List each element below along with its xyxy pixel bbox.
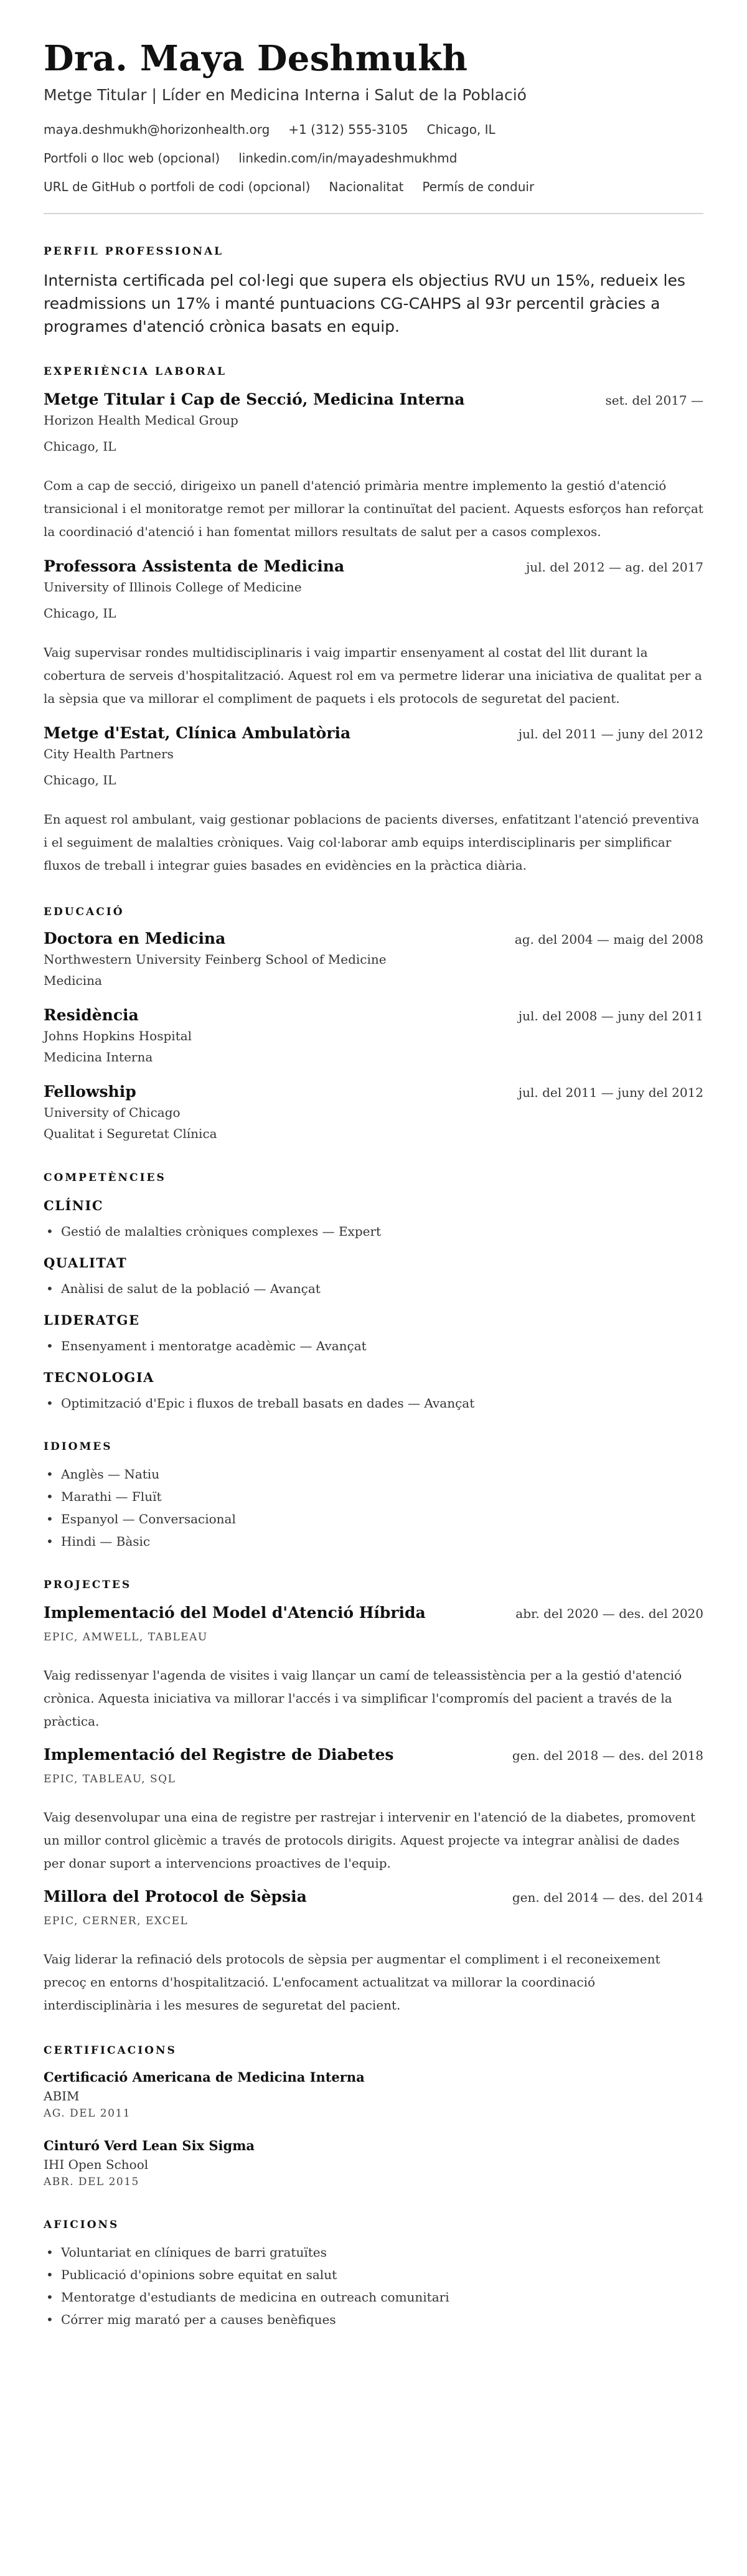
education-degree: Doctora en Medicina: [44, 929, 226, 947]
education-dates: jul. del 2011 — juny del 2012: [518, 1085, 703, 1100]
contact-row-extra: [44, 178, 703, 195]
education-field: Qualitat i Seguretat Clínica: [44, 1126, 217, 1141]
certification-name: Cinturó Verd Lean Six Sigma: [44, 2138, 255, 2153]
certification-issuer: IHI Open School: [44, 2157, 149, 2172]
education-dates: jul. del 2008 — juny del 2011: [518, 1008, 703, 1023]
section-title-profile: PERFIL PROFESSIONAL: [44, 245, 224, 258]
experience-org: University of Illinois College of Medicine: [44, 580, 302, 595]
section-title-experience: EXPERIÈNCIA LABORAL: [44, 365, 227, 378]
section-title-skills: COMPETÈNCIES: [44, 1172, 166, 1184]
experience-description: En aquest rol ambulant, vaig gestionar poblacions de pacients diverses, enfatitzant l'atenció preventiva i el seguiment de malalties cròniques. Vaig col·laborar amb equips interdisciplinaris per simplificar fluxos de treball i integrar guies basades en evidències en la pràctica diària.: [44, 812, 700, 873]
languages-section: [44, 1439, 703, 1553]
contact-linkedin[interactable]: linkedin.com/in/mayadeshmukhmd: [238, 151, 458, 166]
education-entry: [44, 928, 703, 990]
section-title-languages: IDIOMES: [44, 1441, 113, 1453]
project-name: Implementació del Registre de Diabetes: [44, 1746, 394, 1764]
project-description: Vaig desenvolupar una eina de registre per rastrejar i intervenir en l'atenció de la diabetes, promovent un millor control glicèmic a través de protocols dirigits. Aquest projecte va integrar anàlisi de dades per donar suport a intervencions proactives de l'equip.: [44, 1810, 696, 1871]
project-dates: gen. del 2014 — des. del 2014: [512, 1890, 703, 1905]
project-tools: EPIC, AMWELL, TABLEAU: [44, 1631, 208, 1643]
project-tools: EPIC, CERNER, EXCEL: [44, 1915, 189, 1927]
certification-entry: [44, 2136, 703, 2190]
experience-entry: [44, 723, 703, 877]
experience-role: Metge Titular i Cap de Secció, Medicina Interna: [44, 390, 465, 408]
experience-org: Horizon Health Medical Group: [44, 413, 238, 428]
experience-org: City Health Partners: [44, 746, 174, 761]
skill-group: [44, 1196, 703, 1243]
project-description: Vaig redissenyar l'agenda de visites i vaig llançar un camí de teleassistència per a la gestió d'atenció crònica. Aquesta iniciativa va millorar l'accés i va simplificar l'compromís del pacient a través de la pràctica.: [44, 1668, 682, 1729]
project-tools: EPIC, TABLEAU, SQL: [44, 1773, 176, 1785]
language-item: • Marathi — Fluït: [44, 1485, 703, 1508]
candidate-name: Dra. Maya Deshmukh: [44, 38, 468, 79]
skill-item: • Anàlisi de salut de la població — Avançat: [44, 1277, 703, 1300]
language-item: • Hindi — Bàsic: [44, 1530, 703, 1553]
education-entry: [44, 1005, 703, 1066]
certification-date: AG. DEL 2011: [44, 2107, 131, 2120]
education-field: Medicina Interna: [44, 1050, 153, 1065]
skill-category: QUALITAT: [44, 1255, 128, 1271]
section-title-hobbies: AFICIONS: [44, 2219, 120, 2231]
contact-nationality: Nacionalitat: [329, 179, 404, 194]
contact-row-links: [44, 149, 703, 167]
project-dates: gen. del 2018 — des. del 2018: [512, 1748, 703, 1763]
project-description: Vaig liderar la refinació dels protocols de sèpsia per augmentar el compliment i el reconeixement precoç en entorns d'hospitalització. L'enfocament actualitzat va millorar la coordinació interdisciplinària i les mesures de seguretat del pacient.: [44, 1952, 660, 2013]
experience-role: Metge d'Estat, Clínica Ambulatòria: [44, 724, 351, 742]
project-dates: abr. del 2020 — des. del 2020: [515, 1606, 703, 1621]
experience-location: Chicago, IL: [44, 773, 116, 787]
experience-description: Vaig supervisar rondes multidisciplinaris i vaig impartir ensenyament al costat del llit durant la cobertura de serveis d'hospitalització. Aquest rol em va permetre liderar una iniciativa de qualitat per a la sèpsia que va millorar el compliment de paquets i els protocols de seguretat del pacient.: [44, 645, 702, 706]
education-school: Johns Hopkins Hospital: [44, 1028, 192, 1043]
certification-date: ABR. DEL 2015: [44, 2176, 139, 2188]
education-degree: Residència: [44, 1006, 139, 1024]
candidate-tagline: Metge Titular | Líder en Medicina Interna i Salut de la Població: [44, 86, 527, 104]
contact-location: Chicago, IL: [426, 122, 496, 137]
contact-license: Permís de conduir: [422, 179, 535, 194]
hobbies-section: [44, 2217, 703, 2331]
profile-summary: Internista certificada pel col·legi que supera els objectius RVU un 15%, redueix les readmissions un 17% i manté puntuacions CG-CAHPS al 93r percentil gràcies a programes d'atenció crònica basats en equip.: [44, 271, 685, 336]
experience-dates: jul. del 2012 — ag. del 2017: [526, 560, 703, 575]
language-item: • Espanyol — Conversacional: [44, 1508, 703, 1530]
projects-section: [44, 1577, 703, 2017]
profile-section: [44, 244, 703, 338]
experience-location: Chicago, IL: [44, 439, 116, 454]
education-school: University of Chicago: [44, 1105, 181, 1120]
section-title-education: EDUCACIÓ: [44, 906, 125, 918]
certification-entry: [44, 2068, 703, 2122]
language-item: • Anglès — Natiu: [44, 1463, 703, 1485]
skill-group: [44, 1254, 703, 1300]
project-name: Millora del Protocol de Sèpsia: [44, 1887, 307, 1906]
contact-row-primary: [44, 121, 703, 138]
experience-section: [44, 364, 703, 877]
contact-phone[interactable]: +1 (312) 555-3105: [288, 122, 408, 137]
experience-description: Com a cap de secció, dirigeixo un panell d'atenció primària mentre implemento la gestió d'atenció transicional i el monitoratge remot per millorar la continuïtat del pacient. Aquests esforços han reforçat la coordinació d'atenció i han fomentat millors resultats de salut per a casos complexos.: [44, 478, 703, 539]
experience-entry: [44, 389, 703, 543]
skill-item: • Gestió de malalties cròniques complexes — Expert: [44, 1220, 703, 1243]
project-name: Implementació del Model d'Atenció Híbrida: [44, 1604, 426, 1622]
education-section: [44, 905, 703, 1143]
skill-group: [44, 1311, 703, 1357]
experience-location: Chicago, IL: [44, 606, 116, 621]
project-entry: [44, 1602, 703, 1733]
hobby-item: • Publicació d'opinions sobre equitat en salut: [44, 2263, 703, 2286]
education-degree: Fellowship: [44, 1083, 136, 1101]
education-dates: ag. del 2004 — maig del 2008: [514, 932, 703, 947]
skill-item: • Ensenyament i mentoratge acadèmic — Avançat: [44, 1335, 703, 1357]
certification-name: Certificació Americana de Medicina Interna: [44, 2069, 365, 2085]
hobby-item: • Mentoratge d'estudiants de medicina en outreach comunitari: [44, 2286, 703, 2308]
skill-item: • Optimització d'Epic i fluxos de treball basats en dades — Avançat: [44, 1392, 703, 1414]
skill-group: [44, 1368, 703, 1414]
experience-dates: jul. del 2011 — juny del 2012: [518, 726, 703, 741]
skills-section: [44, 1170, 703, 1414]
certification-issuer: ABIM: [44, 2089, 80, 2104]
section-title-projects: PROJECTES: [44, 1579, 132, 1591]
project-entry: [44, 1744, 703, 1875]
hobby-item: • Córrer mig marató per a causes benèfiques: [44, 2308, 703, 2331]
education-entry: [44, 1081, 703, 1143]
education-field: Medicina: [44, 973, 102, 988]
education-school: Northwestern University Feinberg School of Medicine: [44, 952, 387, 967]
skill-category: LIDERATGE: [44, 1312, 140, 1328]
resume-header: [44, 39, 703, 214]
experience-role: Professora Assistenta de Medicina: [44, 557, 345, 575]
contact-portfolio[interactable]: Portfoli o lloc web (opcional): [44, 151, 220, 166]
experience-dates: set. del 2017 —: [605, 393, 703, 408]
skill-category: TECNOLOGIA: [44, 1370, 154, 1385]
certifications-section: [44, 2043, 703, 2190]
experience-entry: [44, 556, 703, 710]
hobby-item: • Voluntariat en clíniques de barri gratuïtes: [44, 2241, 703, 2263]
contact-email[interactable]: maya.deshmukh@horizonhealth.org: [44, 122, 270, 137]
contact-github[interactable]: URL de GitHub o portfoli de codi (opcional): [44, 179, 311, 194]
section-title-certifications: CERTIFICACIONS: [44, 2044, 177, 2057]
header-divider: [44, 213, 703, 214]
project-entry: [44, 1886, 703, 2017]
skill-category: CLÍNIC: [44, 1198, 104, 1213]
